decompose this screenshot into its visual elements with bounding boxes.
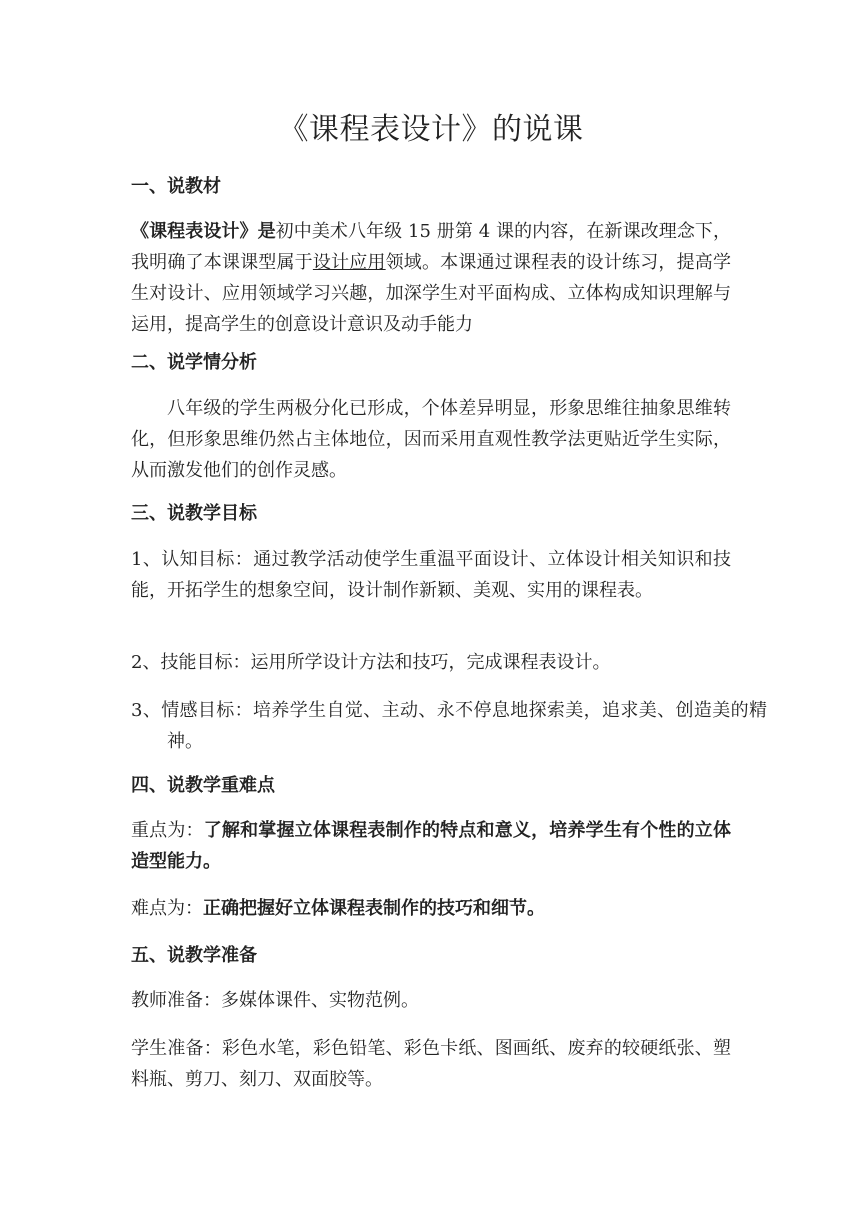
students-paragraph: 八年级的学生两极分化已形成，个体差异明显，形象思维往抽象思维转化，但形象思维仍然占主体地位，因而采用直观性教学法更贴近学生实际，从而激发他们的创作灵感。 xyxy=(131,398,731,481)
section-heading-textbook: 一、说教材 xyxy=(131,176,221,197)
key-point-label: 重点为： xyxy=(131,820,204,841)
difficult-point-text: 正确把握好立体课程表制作的技巧和细节。 xyxy=(203,898,545,919)
design-application-underlined: 设计应用 xyxy=(312,252,386,273)
difficult-point-paragraph xyxy=(131,893,731,924)
goal-cognitive: 1、认知目标：通过教学活动使学生重温平面设计、立体设计相关知识和技能，开拓学生的想象空间，设计制作新颖、美观、实用的课程表。 xyxy=(131,549,731,601)
course-title-lead: 《课程表设计》是 xyxy=(131,221,276,242)
textbook-paragraph xyxy=(131,216,731,340)
textbook-text-part1: 初中美术八年级 15 册第 4 课的内容，在新课改理念下，我明确了本课课型属于 xyxy=(131,221,731,273)
section-heading-preparation: 五、说教学准备 xyxy=(131,945,257,966)
difficult-point-label: 难点为： xyxy=(131,898,203,919)
key-point-paragraph xyxy=(131,815,731,877)
student-preparation: 学生准备：彩色水笔，彩色铅笔、彩色卡纸、图画纸、废弃的较硬纸张、塑料瓶、剪刀、刻刀、双面胶等。 xyxy=(131,1038,731,1090)
section-heading-goals: 三、说教学目标 xyxy=(131,503,257,524)
goal-skill: 2、技能目标：运用所学设计方法和技巧，完成课程表设计。 xyxy=(131,652,611,673)
teacher-preparation: 教师准备：多媒体课件、实物范例。 xyxy=(131,990,419,1011)
section-heading-key-points: 四、说教学重难点 xyxy=(131,775,275,796)
document-page xyxy=(131,0,767,1216)
goal-emotion: 3、情感目标：培养学生自觉、主动、永不停息地探索美，追求美、创造美的精神。 xyxy=(131,700,767,752)
textbook-text-part2: 领域。本课通过课程表的设计练习，提高学生对设计、应用领域学习兴趣，加深学生对平面构成、立体构成知识理解与运用，提高学生的创意设计意识及动手能力 xyxy=(131,252,731,335)
section-heading-students: 二、说学情分析 xyxy=(131,352,257,373)
key-point-text: 了解和掌握立体课程表制作的特点和意义，培养学生有个性的立体造型能力。 xyxy=(131,820,731,872)
document-title: 《课程表设计》的说课 xyxy=(278,112,584,147)
